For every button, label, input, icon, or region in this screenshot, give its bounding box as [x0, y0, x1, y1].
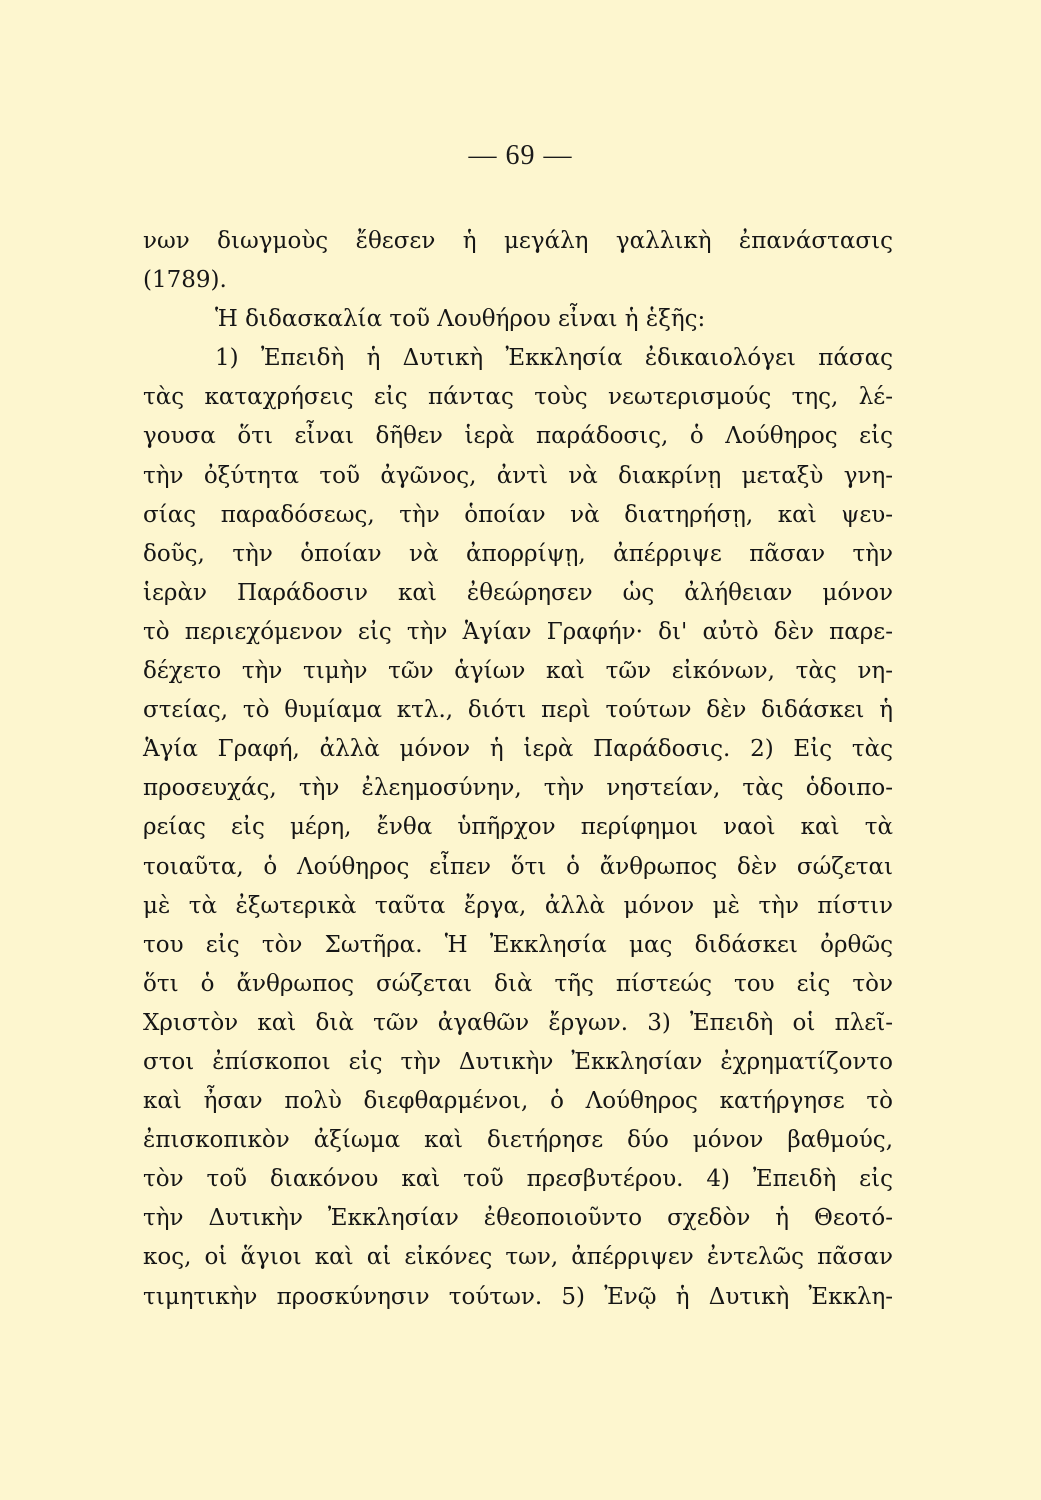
text-line: τὸ περιεχόμενον εἰς τὴν Ἁγίαν Γραφήν· δι' αὐτὸ δὲν παρε- [143, 618, 893, 645]
text-line: 1) Ἐπειδὴ ἡ Δυτικὴ Ἐκκλησία ἐδικαιολόγει πάσας [215, 345, 893, 372]
text-line: ἐπισκοπικὸν ἀξίωμα καὶ διετήρησε δύο μόνον βαθμούς, [143, 1127, 893, 1154]
text-line: (1789). [143, 267, 227, 294]
text-line: νων διωγμοὺς ἔθεσεν ἡ μεγάλη γαλλικὴ ἐπανάστασις [143, 228, 893, 254]
text-line: στοι ἐπίσκοποι εἰς τὴν Δυτικὴν Ἐκκλησίαν ἐχρηματίζοντο [143, 1048, 893, 1075]
text-line: σίας παραδόσεως, τὴν ὁποίαν νὰ διατηρήσῃ, καὶ ψευ- [143, 501, 893, 528]
text-line: τιμητικὴν προσκύνησιν τούτων. 5) Ἐνῷ ἡ Δυτικὴ Ἐκκλη- [143, 1283, 893, 1310]
text-line: ὅτι ὁ ἄνθρωπος σώζεται διὰ τῆς πίστεώς του εἰς τὸν [143, 970, 893, 997]
text-line: προσευχάς, τὴν ἐλεημοσύνην, τὴν νηστείαν, τὰς ὁδοιπο- [143, 775, 893, 802]
body-text [143, 222, 893, 1317]
text-line: Ἁγία Γραφή, ἀλλὰ μόνον ἡ ἱερὰ Παράδοσις. 2) Εἰς τὰς [143, 736, 893, 763]
text-line: ἱερὰν Παράδοσιν καὶ ἐθεώρησεν ὡς ἀλήθειαν μόνον [143, 579, 893, 606]
text-line: τὴν Δυτικὴν Ἐκκλησίαν ἐθεοποιοῦντο σχεδὸν ἡ Θεοτό- [143, 1205, 893, 1232]
text-line: δέχετο τὴν τιμὴν τῶν ἁγίων καὶ τῶν εἰκόνων, τὰς νη- [143, 658, 893, 685]
text-line: Χριστὸν καὶ διὰ τῶν ἀγαθῶν ἔργων. 3) Ἐπειδὴ οἱ πλεῖ- [143, 1009, 893, 1036]
text-line: καὶ ἦσαν πολὺ διεφθαρμένοι, ὁ Λούθηρος κατήργησε τὸ [143, 1088, 893, 1115]
text-line: τὸν τοῦ διακόνου καὶ τοῦ πρεσβυτέρου. 4) Ἐπειδὴ εἰς [143, 1166, 893, 1193]
text-line: δοῦς, τὴν ὁποίαν νὰ ἀπορρίψῃ, ἀπέρριψε πᾶσαν τὴν [143, 540, 893, 567]
text-line: γουσα ὅτι εἶναι δῆθεν ἱερὰ παράδοσις, ὁ Λούθηρος εἰς [143, 423, 893, 450]
text-line: Ἡ διδασκαλία τοῦ Λουθήρου εἶναι ἡ ἑξῆς: [215, 306, 706, 333]
text-line: κος, οἱ ἅγιοι καὶ αἱ εἰκόνες των, ἀπέρριψεν ἐντελῶς πᾶσαν [143, 1244, 893, 1271]
text-line: τοιαῦτα, ὁ Λούθηρος εἶπεν ὅτι ὁ ἄνθρωπος δὲν σώζεται [143, 853, 893, 880]
text-line: τὰς καταχρήσεις εἰς πάντας τοὺς νεωτερισμούς της, λέ- [143, 384, 893, 411]
text-line: του εἰς τὸν Σωτῆρα. Ἡ Ἐκκλησία μας διδάσκει ὀρθῶς [143, 931, 893, 958]
text-line: στείας, τὸ θυμίαμα κτλ., διότι περὶ τούτων δὲν διδάσκει ἡ [143, 697, 893, 724]
page-number: — 69 — [468, 140, 573, 171]
text-line: τὴν ὀξύτητα τοῦ ἀγῶνος, ἀντὶ νὰ διακρίνῃ μεταξὺ γνη- [143, 462, 893, 489]
text-line: μὲ τὰ ἐξωτερικὰ ταῦτα ἔργα, ἀλλὰ μόνον μὲ τὴν πίστιν [143, 892, 893, 919]
text-line: ρείας εἰς μέρη, ἔνθα ὑπῆρχον περίφημοι ναοὶ καὶ τὰ [143, 814, 893, 841]
